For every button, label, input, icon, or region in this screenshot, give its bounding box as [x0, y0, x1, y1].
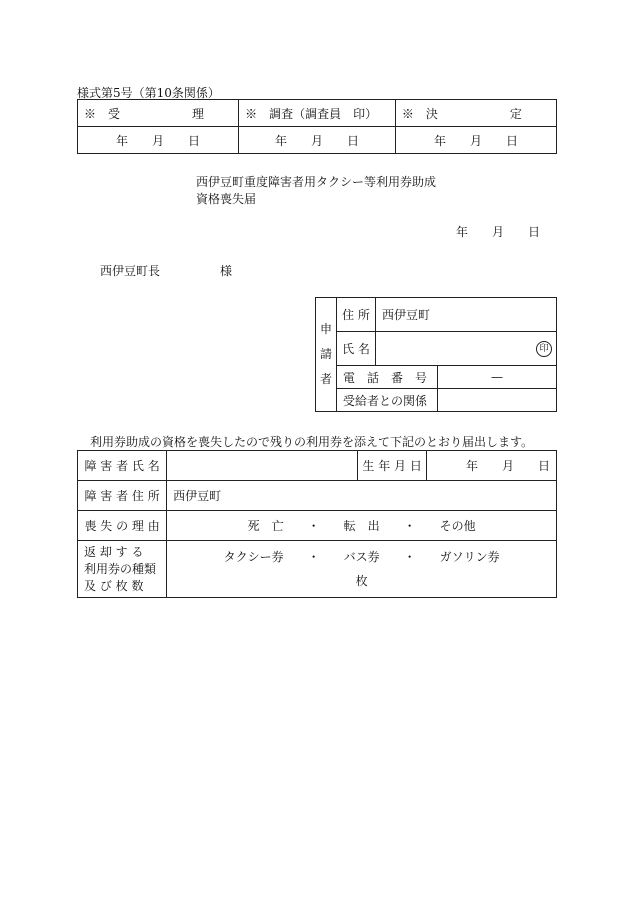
- return-label-line-3: 及 び 枚 数: [84, 578, 144, 593]
- applicant-address-value: 西伊豆町: [382, 308, 431, 322]
- relation-field[interactable]: [438, 389, 557, 412]
- title-line-2: 資格喪失届: [196, 192, 257, 206]
- form-label: 様式第5号（第10条関係）: [77, 86, 220, 100]
- ticket-types: タクシー券 ・ バス券 ・ ガソリン券: [223, 550, 500, 564]
- return-label-line-2: 利用券の種類: [84, 561, 157, 576]
- address-label: 住 所: [337, 298, 376, 332]
- main-table: [77, 450, 557, 598]
- birthdate-label: 生 年 月 日: [357, 451, 426, 481]
- submission-date[interactable]: 年 月 日: [456, 225, 541, 239]
- applicant-table: [315, 297, 557, 412]
- name-label: 氏 名: [337, 332, 376, 366]
- relation-label: 受給者との関係: [337, 389, 438, 412]
- received-header: ※ 受 理: [78, 100, 239, 127]
- phone-label: 電 話 番 号: [337, 366, 438, 389]
- disabled-address-field[interactable]: [167, 481, 557, 511]
- investigation-header: ※ 調査（調査員 印）: [239, 100, 396, 127]
- addressee: 西伊豆町長 様: [100, 264, 233, 278]
- ticket-return-field[interactable]: [167, 541, 557, 598]
- return-label-line-1: 返 却 す る: [84, 544, 144, 559]
- title-line-1: 西伊豆町重度障害者用タクシー等利用券助成: [196, 175, 437, 189]
- side-char-2: 請: [319, 347, 332, 361]
- side-char-3: 者: [319, 372, 332, 386]
- seal-icon: 印: [536, 341, 552, 357]
- decision-header: ※ 決 定: [395, 100, 556, 127]
- reason-options[interactable]: 死 亡 ・ 転 出 ・ その他: [167, 511, 557, 541]
- phone-field[interactable]: [438, 366, 557, 389]
- received-date[interactable]: 年 月 日: [78, 127, 239, 154]
- office-use-table: [77, 99, 557, 154]
- disabled-address-label: 障 害 者 住 所: [78, 481, 167, 511]
- applicant-address-field[interactable]: [376, 298, 557, 332]
- side-char-1: 申: [319, 322, 332, 336]
- applicant-name-field[interactable]: [376, 332, 557, 366]
- birthdate-field[interactable]: 年 月 日: [427, 451, 557, 481]
- reason-label: 喪 失 の 理 由: [78, 511, 167, 541]
- disabled-name-field[interactable]: [167, 451, 358, 481]
- applicant-side-label: [316, 298, 337, 412]
- investigation-date[interactable]: 年 月 日: [239, 127, 396, 154]
- decision-date[interactable]: 年 月 日: [395, 127, 556, 154]
- intro-text: 利用券助成の資格を喪失したので残りの利用券を添えて下記のとおり届出します。: [90, 435, 534, 449]
- phone-separator: —: [491, 370, 503, 384]
- disabled-address-value: 西伊豆町: [173, 489, 222, 503]
- ticket-count-unit: 枚: [355, 574, 368, 588]
- return-label: [78, 541, 167, 598]
- disabled-name-label: 障 害 者 氏 名: [78, 451, 167, 481]
